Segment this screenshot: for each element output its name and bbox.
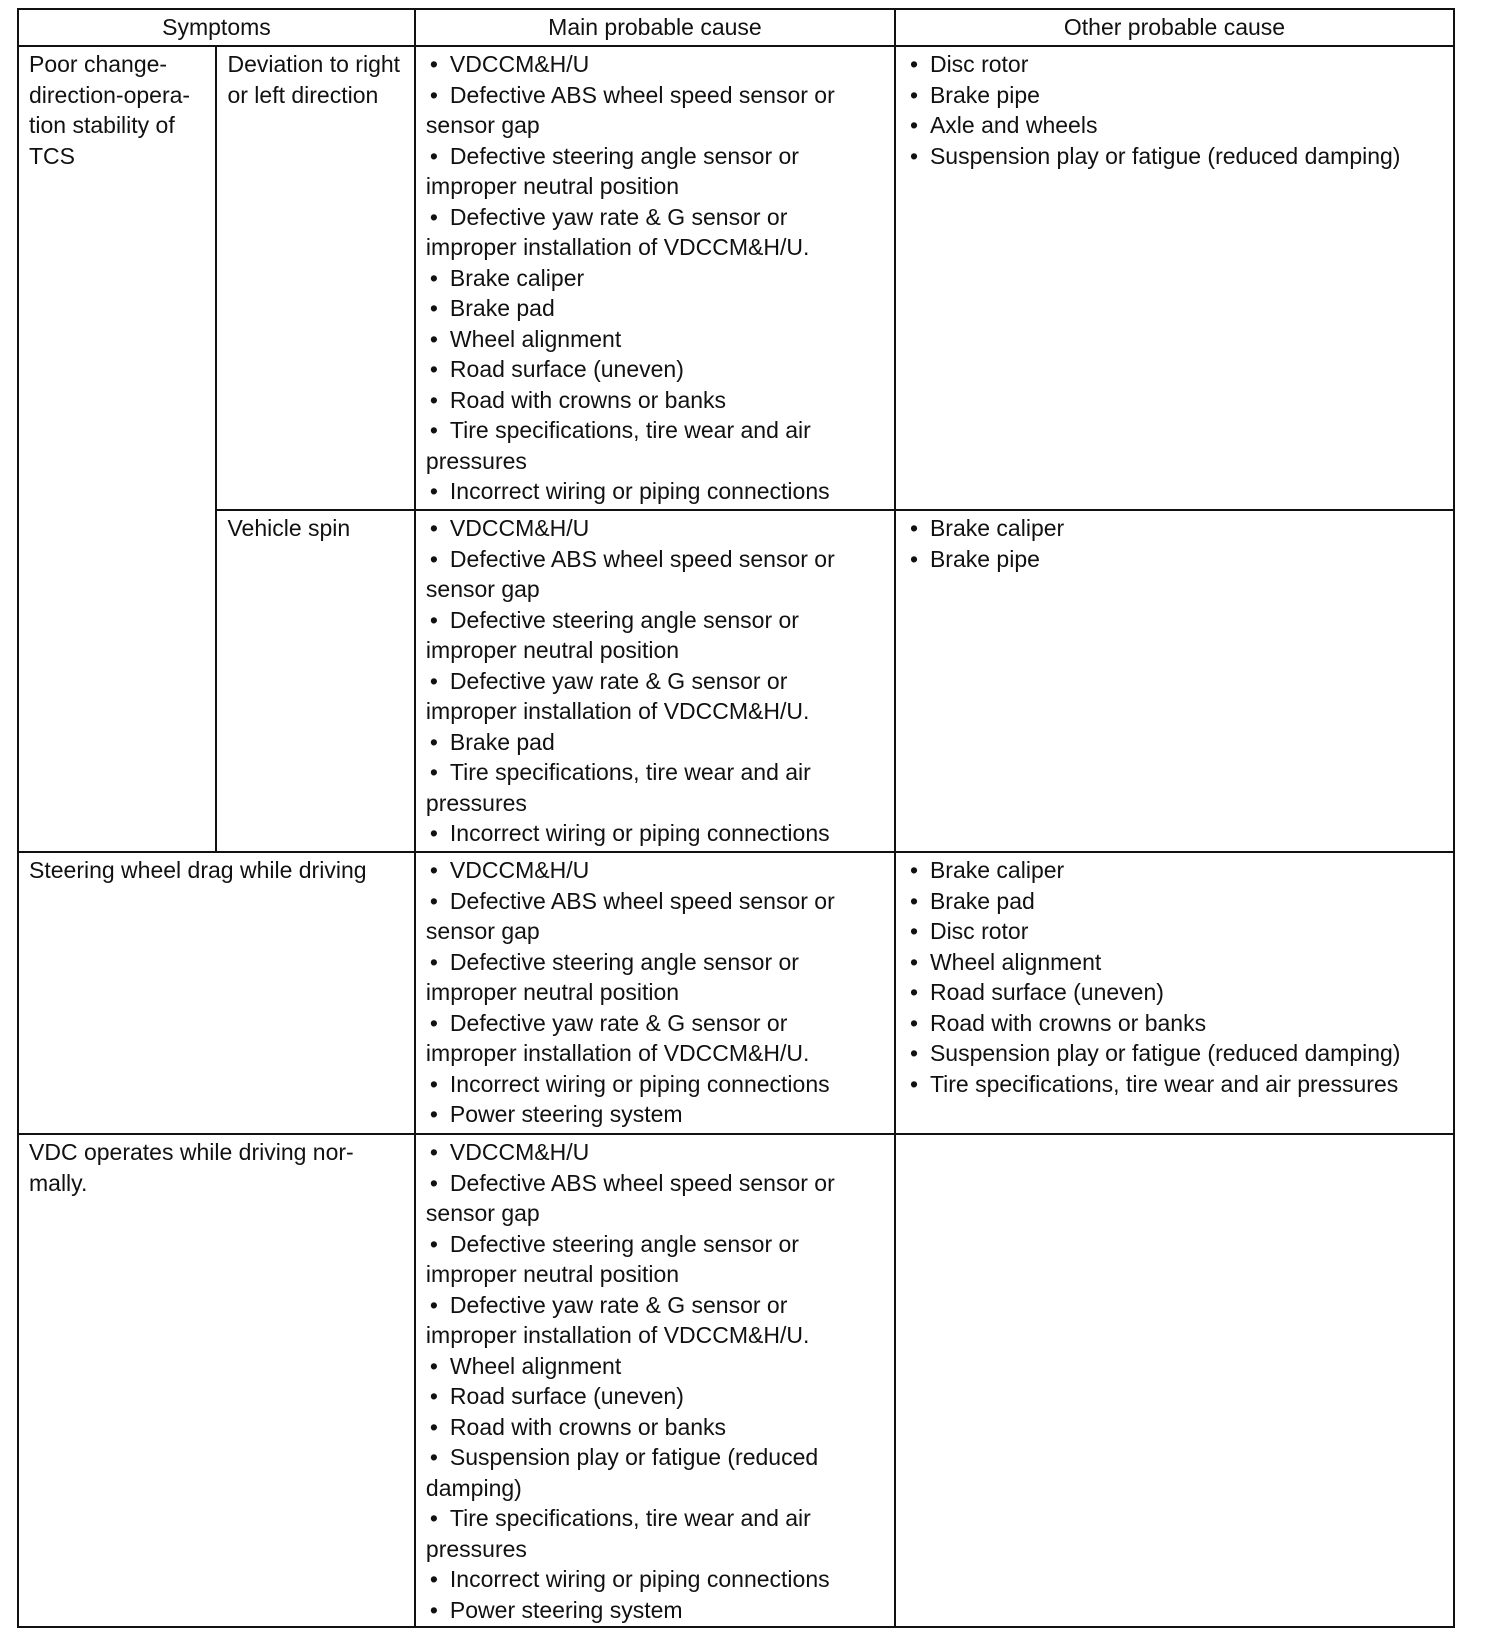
table-row [18,1134,1454,1627]
bullet-icon: • [429,203,438,230]
bullet-icon: • [429,1596,438,1623]
list-item-text: Defective ABS wheel speed sensor or sensor gap [425,887,835,944]
list-item [426,727,884,758]
list-item-text: Brake pad [449,728,555,755]
list-item-text: Suspension play or fatigue (reduced damping) [929,142,1401,169]
list-item [426,1442,884,1503]
main-cause-cell [415,46,895,510]
bullet-icon: • [429,386,438,413]
list-item-text: Axle and wheels [929,112,1098,138]
other-cause-cell [895,46,1454,510]
list-item-text: Defective yaw rate & G sensor or improper installation of VDCCM&H/U. [425,1009,810,1066]
bullet-icon: • [429,887,438,914]
list-item [426,1564,884,1595]
bullet-icon: • [429,264,438,291]
list-item [426,1229,884,1290]
list-item [426,476,884,507]
list-item-text: Power steering system [449,1101,683,1127]
list-item [426,818,884,849]
bullet-icon: • [429,1383,438,1409]
list-item-text: Brake caliper [449,264,585,291]
bullet-icon: • [429,417,438,443]
main-cause-list [426,1137,884,1625]
list-item [426,1168,884,1229]
bullet-icon: • [909,112,919,138]
bullet-icon: • [909,51,919,77]
list-item [906,855,1443,886]
list-item [906,977,1443,1008]
list-item-text: Brake pad [929,887,1035,914]
list-item [906,110,1443,141]
header-row [18,9,1454,46]
main-cause-list [426,49,884,507]
bullet-icon: • [909,887,919,914]
list-item [426,263,884,294]
list-item [426,544,884,605]
bullet-icon: • [429,667,438,694]
main-cause-cell [415,510,895,852]
other-cause-cell [895,1134,1454,1627]
list-item [426,1381,884,1412]
bullet-icon: • [909,948,919,975]
bullet-icon: • [429,295,438,321]
list-item [906,49,1443,80]
bullet-icon: • [429,515,438,541]
bullet-icon: • [909,545,919,572]
list-item-text: Defective steering angle sensor or improper neutral position [425,606,799,663]
list-item-text: Disc rotor [929,51,1029,77]
list-item-text: Defective yaw rate & G sensor or improper installation of VDCCM&H/U. [425,203,810,260]
main-cause-list [426,513,884,849]
list-item-text: Tire specifications, tire wear and air pressures [425,1505,811,1562]
list-item-text: VDCCM&H/U [449,515,590,541]
list-item-text: Suspension play or fatigue (reduced damping) [425,1444,819,1501]
table-row [18,46,1454,510]
list-item [426,757,884,818]
bullet-icon: • [429,325,438,352]
list-item [426,605,884,666]
symptom-cell: Steering wheel drag while driving [18,852,415,1134]
list-item-text: Defective steering angle sensor or improper neutral position [425,1230,799,1287]
list-item [426,1137,884,1168]
list-item-text: Defective ABS wheel speed sensor or sensor gap [425,545,835,602]
list-item [906,886,1443,917]
bullet-icon: • [429,1009,438,1036]
bullet-icon: • [429,356,438,382]
diagnosis-table [17,8,1455,1628]
list-item-text: VDCCM&H/U [449,1139,590,1165]
other-cause-list [906,49,1443,171]
list-item-text: Brake pipe [929,81,1040,108]
list-item [426,855,884,886]
list-item-text: Defective yaw rate & G sensor or improper installation of VDCCM&H/U. [425,1291,810,1348]
bullet-icon: • [429,606,438,633]
list-item [906,916,1443,947]
list-item [426,293,884,324]
list-item-text: Wheel alignment [449,1352,622,1379]
bullet-icon: • [429,1230,438,1257]
list-item-text: Road surface (uneven) [449,1383,684,1409]
list-item [426,947,884,1008]
list-item [426,1008,884,1069]
list-item-text: Power steering system [449,1596,683,1623]
bullet-icon: • [429,478,438,504]
list-item-text: Wheel alignment [449,325,622,352]
list-item [426,1099,884,1130]
header-main-cause: Main probable cause [415,9,895,46]
list-item-text: Incorrect wiring or piping connections [449,1566,830,1592]
bullet-icon: • [429,948,438,975]
other-cause-cell [895,852,1454,1134]
list-item-text: Road surface (uneven) [449,356,684,382]
list-item-text: Incorrect wiring or piping connections [449,820,830,846]
list-item [426,141,884,202]
list-item [426,886,884,947]
bullet-icon: • [909,142,919,169]
main-cause-cell [415,1134,895,1627]
list-item-text: Defective steering angle sensor or improper neutral position [425,142,799,199]
list-item-text: Tire specifications, tire wear and air pressures [929,1070,1399,1097]
list-item-text: Wheel alignment [929,948,1102,975]
header-symptoms: Symptoms [18,9,415,46]
bullet-icon: • [429,1505,438,1531]
main-cause-cell [415,852,895,1134]
bullet-icon: • [429,1566,438,1592]
list-item-text: Tire specifications, tire wear and air pressures [425,759,811,816]
list-item [906,1008,1443,1039]
list-item-text: Suspension play or fatigue (reduced damping) [929,1040,1401,1066]
other-cause-cell [895,510,1454,852]
main-cause-list [426,855,884,1130]
bullet-icon: • [429,728,438,755]
list-item-text: Road with crowns or banks [449,386,727,413]
list-item [426,415,884,476]
list-item-text: Road with crowns or banks [449,1413,727,1440]
list-item [426,80,884,141]
bullet-icon: • [429,81,438,108]
list-item [426,1412,884,1443]
list-item-text: Defective steering angle sensor or improper neutral position [425,948,799,1005]
bullet-icon: • [429,759,438,785]
list-item [906,80,1443,111]
list-item-text: Brake caliper [929,857,1065,883]
bullet-icon: • [429,1139,438,1165]
bullet-icon: • [429,1444,438,1470]
list-item [426,354,884,385]
bullet-icon: • [909,1070,919,1097]
bullet-icon: • [909,918,919,944]
bullet-icon: • [429,820,438,846]
list-item [426,385,884,416]
list-item [906,513,1443,544]
bullet-icon: • [909,857,919,883]
list-item [426,1595,884,1626]
bullet-icon: • [429,1070,438,1097]
bullet-icon: • [909,515,919,541]
bullet-icon: • [429,857,438,883]
list-item [426,324,884,355]
sub-symptom-cell: Deviation to right or left direction [216,46,414,510]
bullet-icon: • [429,51,438,77]
list-item [426,1503,884,1564]
list-item [426,49,884,80]
list-item [906,544,1443,575]
list-item-text: Brake caliper [929,515,1065,541]
list-item-text: Brake pad [449,295,555,321]
bullet-icon: • [429,1413,438,1440]
bullet-icon: • [429,1101,438,1127]
table-row [18,510,1454,852]
symptom-cell: VDC operates while driving nor-mally. [18,1134,415,1627]
list-item-text: Defective ABS wheel speed sensor or sensor gap [425,1169,835,1226]
bullet-icon: • [909,1040,919,1066]
bullet-icon: • [429,1352,438,1379]
list-item-text: Disc rotor [929,918,1029,944]
list-item [426,1290,884,1351]
list-item [906,1038,1443,1069]
bullet-icon: • [909,979,919,1005]
list-item-text: Incorrect wiring or piping connections [449,478,830,504]
list-item [426,202,884,263]
symptom-cell: Poor change-direction-opera-tion stability of TCS [18,46,216,852]
list-item-text: Brake pipe [929,545,1040,572]
list-item-text: Tire specifications, tire wear and air pressures [425,417,811,474]
bullet-icon: • [429,142,438,169]
list-item-text: Incorrect wiring or piping connections [449,1070,830,1097]
bullet-icon: • [429,1291,438,1318]
header-other-cause: Other probable cause [895,9,1454,46]
bullet-icon: • [429,1169,438,1196]
other-cause-list [906,513,1443,574]
list-item [426,1351,884,1382]
list-item-text: Road surface (uneven) [929,979,1164,1005]
list-item [906,1069,1443,1100]
list-item [426,1069,884,1100]
list-item-text: VDCCM&H/U [449,51,590,77]
list-item [426,513,884,544]
sub-symptom-cell: Vehicle spin [216,510,414,852]
list-item-text: Road with crowns or banks [929,1009,1207,1036]
list-item [906,947,1443,978]
list-item-text: Defective yaw rate & G sensor or improper installation of VDCCM&H/U. [425,667,810,724]
list-item [906,141,1443,172]
bullet-icon: • [909,81,919,108]
table-row [18,852,1454,1134]
other-cause-list [906,855,1443,1099]
bullet-icon: • [429,545,438,572]
bullet-icon: • [909,1009,919,1036]
list-item-text: VDCCM&H/U [449,857,590,883]
list-item [426,666,884,727]
list-item-text: Defective ABS wheel speed sensor or sensor gap [425,81,835,138]
